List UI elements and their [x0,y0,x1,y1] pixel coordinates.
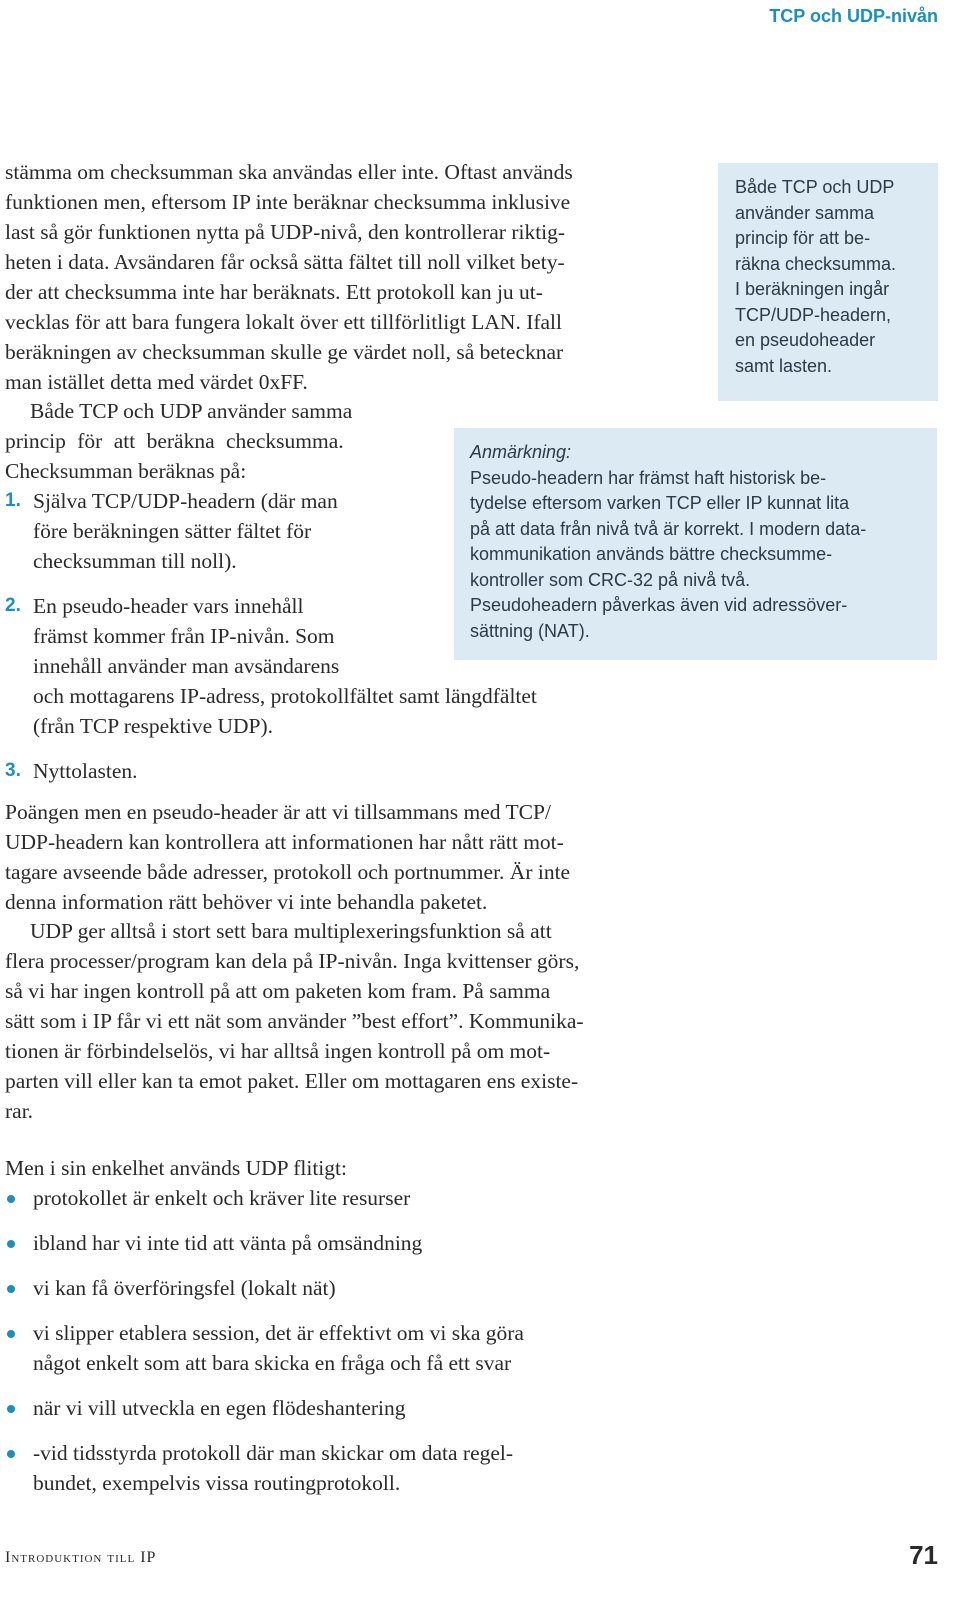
text-line: -vid tidsstyrda protokoll där man skickar om data regel- [33,1441,514,1465]
text-line: rar. [5,1099,34,1123]
udp-paragraph [5,916,584,1126]
text-line: flera processer/program kan dela på IP-nivån. Inga kvittenser görs, [5,949,580,973]
text-line: ibland har vi inte tid att vänta på omsändning [33,1231,423,1255]
text-line: kontroller som CRC-32 på nivå två. [470,569,751,590]
text-line: och mottagarens IP-adress, protokollfältet samt längdfältet [33,684,537,708]
text-line: på att data från nivå två är korrekt. I modern data- [470,518,867,539]
checksum-intro-cont [5,426,344,486]
text-line: Nyttolasten. [33,759,138,783]
text-line: I beräkningen ingår [735,279,890,299]
text-line: Checksumman beräknas på: [5,459,247,483]
text-line: innehåll använder man avsändarens [33,654,340,678]
intro-paragraph [5,157,573,397]
text-line: UDP ger alltså i stort sett bara multiplexeringsfunktion så att [30,919,552,943]
text-line: en pseudoheader [735,330,876,350]
bullet-icon [7,1195,15,1203]
text-line: sättning (NAT). [470,620,590,641]
text-line: Poängen men en pseudo-header är att vi tillsammans med TCP/ [5,800,551,824]
text-line: så vi har ingen kontroll på att om paketen kom fram. På samma [5,979,551,1003]
list-item [5,1183,705,1213]
checksum-intro [5,396,352,426]
text-line: der att checksumma inte har beräknats. Ett protokoll kan ju ut- [5,280,543,304]
text-line: (från TCP respektive UDP). [33,714,274,738]
text-line: checksumman till noll). [33,549,237,573]
pseudo-header-paragraph [5,797,570,917]
list-number: 1. [5,490,21,511]
list-number: 2. [5,595,21,616]
text-line: last så gör funktionen nytta på UDP-nivå, den kontrollerar riktig- [5,220,566,244]
list-item [5,1393,705,1423]
text-line: främst kommer från IP-nivån. Som [33,624,335,648]
list-item [5,1318,705,1378]
text-line: före beräkningen sätter fältet för [33,519,312,543]
margin-summary-box [718,163,938,401]
text-line: Både TCP och UDP använder samma [30,399,353,423]
note-box [454,428,937,660]
list-item [5,1273,705,1303]
text-line: Pseudoheadern påverkas även vid adressöver- [470,595,848,615]
text-line: En pseudo-header vars innehåll [33,594,304,618]
text-line: stämma om checksumman ska användas eller inte. Oftast används [5,160,573,184]
running-header-title: TCP och UDP-nivån [769,6,938,26]
text-line: princip för att beräkna checksumma. [5,429,344,453]
bullet-icon [7,1405,15,1413]
usage-intro [5,1153,347,1183]
text-line: beräkningen av checksumman skulle ge värdet noll, så betecknar [5,340,564,364]
text-line: Men i sin enkelhet används UDP flitigt: [5,1156,347,1180]
text-line: tionen är förbindelselös, vi har alltså ingen kontroll på om mot- [5,1039,551,1063]
bullet-icon [7,1330,15,1338]
text-line: vi slipper etablera session, det är effektivt om vi ska göra [33,1321,524,1345]
text-line: Både TCP och UDP [735,177,895,197]
bullet-icon [7,1450,15,1458]
bullet-icon [7,1240,15,1248]
text-line: Pseudo-headern har främst haft historisk be- [470,467,827,488]
list-item [5,1228,705,1258]
text-line: bundet, exempelvis vissa routingprotokoll. [33,1471,401,1495]
text-line: funktionen men, eftersom IP inte beräknar checksumma inklusive [5,190,571,214]
text-line: räkna checksumma. [735,253,897,274]
list-item [5,1438,705,1498]
text-line: tydelse eftersom varken TCP eller IP kunnat lita [470,493,850,513]
page-number: 71 [909,1540,938,1570]
text-line: vi kan få överföringsfel (lokalt nät) [33,1276,336,1300]
text-line: när vi vill utveckla en egen flödeshantering [33,1396,406,1420]
text-line: kommunikation används bättre checksumme- [470,544,833,564]
text-line: denna information rätt behöver vi inte behandla paketet. [5,890,488,914]
text-line: TCP/UDP-headern, [735,304,892,325]
text-line: använder samma [735,202,875,223]
text-line: något enkelt som att bara skicka en fråga och få ett svar [33,1351,512,1375]
text-line: Själva TCP/UDP-headern (där man [33,489,338,513]
text-line: vecklas för att bara fungera lokalt över ett tillförlitligt LAN. Ifall [5,310,563,334]
list-number: 3. [5,760,21,781]
note-title: Anmärkning: [470,442,572,462]
udp-usage-list [5,1183,705,1513]
text-line: UDP-headern kan kontrollera att informationen har nått rätt mot- [5,830,564,854]
text-line: protokollet är enkelt och kräver lite resurser [33,1186,411,1210]
text-line: tagare avseende både adresser, protokoll och portnummer. Är inte [5,860,571,884]
text-line: man istället detta med värdet 0xFF. [5,370,308,394]
list-item [5,756,537,786]
text-line: heten i data. Avsändaren får också sätta fältet till noll vilket bety- [5,250,565,274]
text-line: parten vill eller kan ta emot paket. Eller om mottagaren ens existe- [5,1069,579,1093]
bullet-icon [7,1285,15,1293]
text-line: sätt som i IP får vi ett nät som använder ”best effort”. Kommunika- [5,1009,584,1033]
footer-book-title: Introduktion till IP [5,1549,157,1566]
text-line: samt lasten. [735,355,833,376]
text-line: princip för att be- [735,228,871,248]
